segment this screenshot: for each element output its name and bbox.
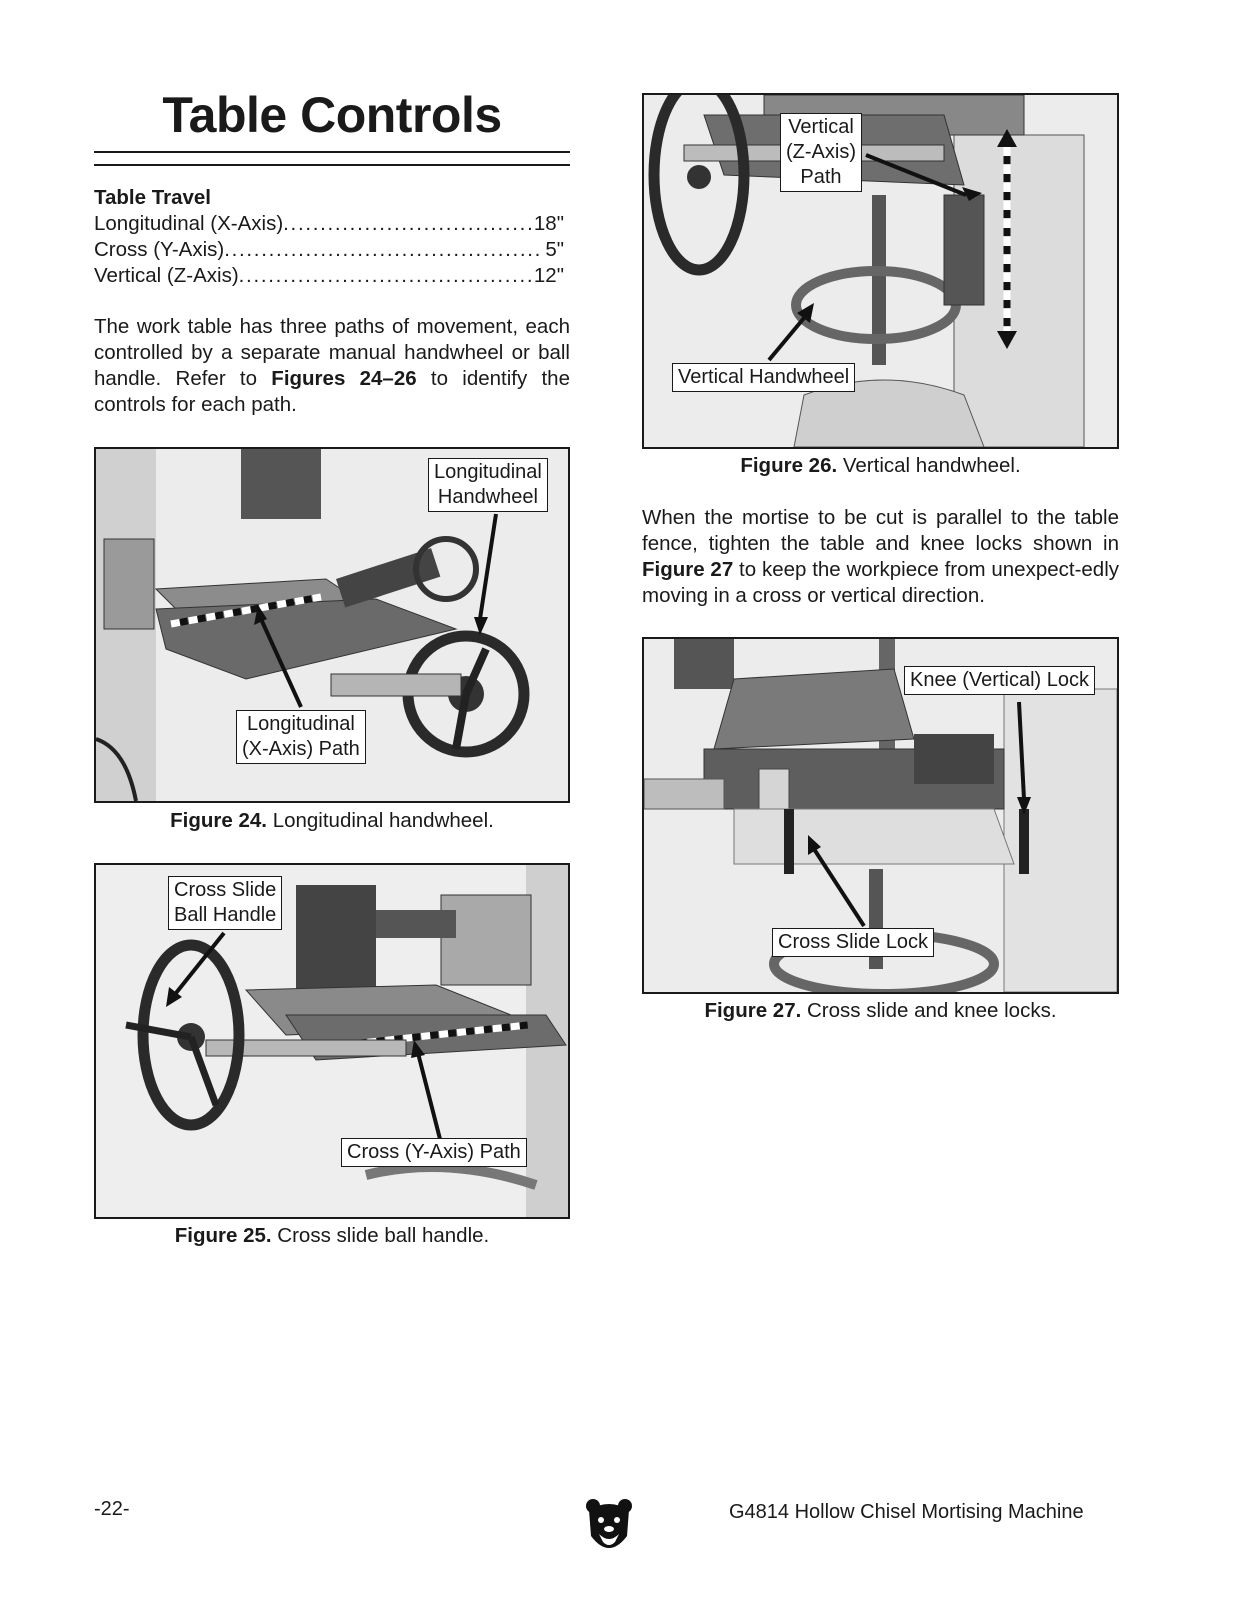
vertical-path-callout: Vertical (Z-Axis) Path — [780, 113, 862, 192]
figure-26-photo — [642, 93, 1119, 449]
page-title: Table Controls — [162, 87, 502, 143]
figure-26-caption: Figure 26. Vertical handwheel. — [740, 454, 1021, 477]
spec-value: 12" — [533, 264, 564, 287]
figure-label: Figure 27. — [704, 999, 802, 1022]
figure-24-photo — [94, 447, 570, 803]
figure-label: Figure 24. — [170, 809, 267, 832]
spec-value: 18" — [533, 212, 564, 235]
figure-25-photo — [94, 863, 570, 1219]
spec-value: 5" — [545, 238, 564, 261]
bear-head-logo-icon — [585, 1498, 633, 1556]
spec-row-z — [94, 263, 564, 289]
manual-title: G4814 Hollow Chisel Mortising Machine — [729, 1501, 1084, 1523]
table-travel-specs — [94, 211, 564, 289]
cross-path-callout: Cross (Y-Axis) Path — [341, 1138, 527, 1167]
spec-row-y — [94, 237, 564, 263]
figure-24-caption: Figure 24. Longitudinal handwheel. — [170, 809, 494, 832]
spec-label: Vertical (Z-Axis) — [94, 264, 239, 287]
vertical-handwheel-callout: Vertical Handwheel — [672, 363, 855, 392]
cross-slide-lock-callout: Cross Slide Lock — [772, 928, 934, 957]
figure-25-caption: Figure 25. Cross slide ball handle. — [174, 1224, 490, 1247]
spec-row-x — [94, 211, 564, 237]
figure-27-caption: Figure 27. Cross slide and knee locks. — [704, 999, 1057, 1022]
page-number: -22- — [94, 1498, 130, 1520]
longitudinal-handwheel-callout: Longitudinal Handwheel — [428, 458, 548, 512]
title-rule-top — [94, 151, 570, 153]
figure-reference: Figure 27 — [642, 558, 734, 581]
figure-label: Figure 26. — [740, 454, 838, 477]
cross-slide-ball-handle-callout: Cross Slide Ball Handle — [168, 876, 282, 930]
knee-lock-callout: Knee (Vertical) Lock — [904, 666, 1095, 695]
title-rule-bottom — [94, 164, 570, 166]
spec-label: Cross (Y-Axis) — [94, 238, 225, 261]
figure-27-photo — [642, 637, 1119, 994]
table-travel-heading: Table Travel — [94, 186, 211, 209]
figure-label: Figure 25. — [174, 1224, 272, 1247]
vertical-handwheel-illustration — [644, 95, 1117, 447]
intro-paragraph: The work table has three paths of movement, each controlled by a separate manual handwheel or ball handle. Refer to Figures 24–26 to identify the controls for each path. — [94, 315, 570, 416]
figure-reference: Figures 24–26 — [271, 367, 417, 390]
spec-label: Longitudinal (X-Axis) — [94, 212, 284, 235]
mortise-paragraph: When the mortise to be cut is parallel to the table fence, tighten the table and knee locks shown in Figure 27 to keep the workpiece from unexpect-edly moving in a cross or vertical direction. — [642, 506, 1119, 607]
longitudinal-path-callout: Longitudinal (X-Axis) Path — [236, 710, 366, 764]
